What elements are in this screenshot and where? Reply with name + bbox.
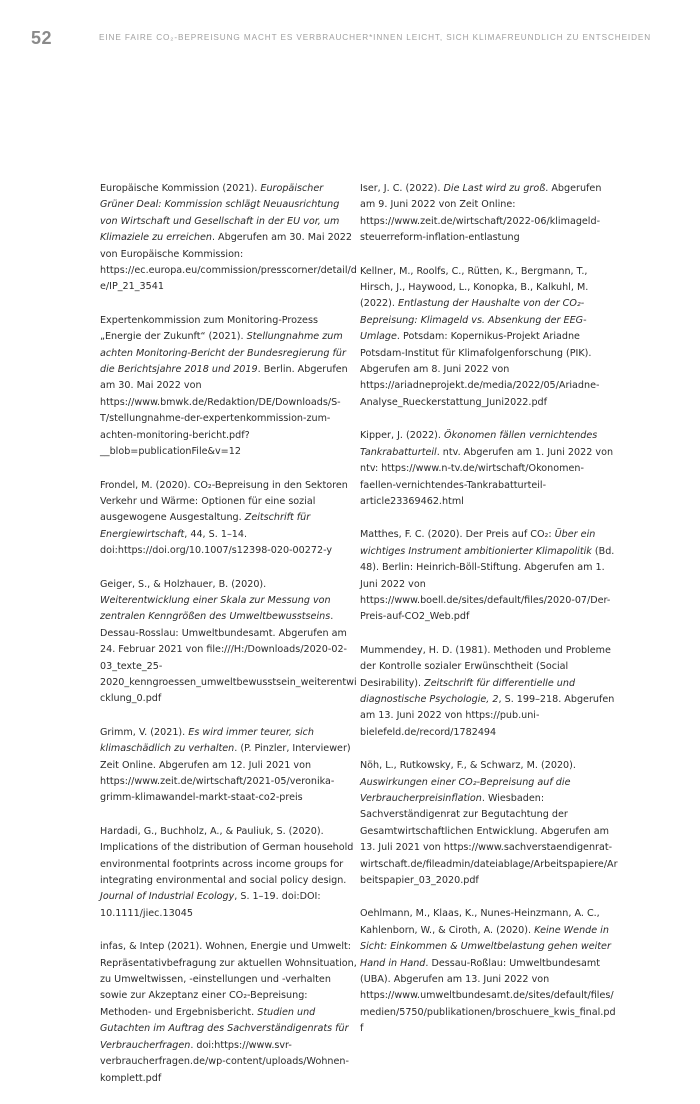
reference-title: Die Last wird zu groß xyxy=(443,183,546,194)
reference-entry xyxy=(360,428,618,510)
reference-authors: Matthes, F. C. (2020). Der Preis auf CO₂: xyxy=(360,529,555,541)
reference-details: . Dessau-Roßlau: Umweltbundesamt (UBA). Abgerufen am 13. Juni 2022 von https://www.umweltbundesamt.de/sites/default/files/medien/5750/publikationen/broschuere_kwis_final.pdf xyxy=(360,957,616,1035)
reference-authors: Grimm, V. (2021). xyxy=(100,726,189,738)
reference-authors: Europäische Kommission (2021). xyxy=(100,183,261,194)
reference-details: . Berlin. Abgerufen am 30. Mai 2022 von https://www.bmwk.de/Redaktion/DE/Downloads/S-T/stellungnahme-der-expertenkommission-zum-achten-monitoring-bericht.pdf?__blob=publicationFile&v=12 xyxy=(100,364,348,458)
reference-details: . Abgerufen am 9. Juni 2022 von Zeit Online: https://www.zeit.de/wirtschaft/2022-06/klimageld-steuerreform-inflation-entlastung xyxy=(360,183,602,244)
reference-details: (Bd. 48). Berlin: Heinrich-Böll-Stiftung. Abgerufen am 1. Juni 2022 von https://www.boell.de/sites/default/files/2020-07/Der-Preis-auf-CO2_Web.pdf xyxy=(360,545,615,623)
reference-title: Studien und Gutachten im Auftrag des Sachverständigenrats für Verbraucherfragen xyxy=(100,1006,349,1051)
page-number: 52 xyxy=(31,28,53,48)
reference-authors: Kellner, M., Roolfs, C., Rütten, K., Bergmann, T., Hirsch, J., Haywood, L., Konopka, B., Kalkuhl, M. (2022). xyxy=(360,265,589,310)
references-left-column xyxy=(100,181,358,1104)
reference-authors: Nöh, L., Rutkowsky, F., & Schwarz, M. (2020). xyxy=(360,760,576,772)
reference-title: Ökonomen fällen vernichtendes Tankrabatturteil xyxy=(360,430,598,458)
reference-details: . Wiesbaden: Sachverständigenrat zur Begutachtung der Gesamtwirtschaftlichen Entwicklung. Abgerufen am 13. Juli 2021 von https://www.sachverstaendigenrat-wirtschaft.de/fileadmin/dateiablage/Arbeitspapiere/Arbeitspapier_03_2020.pdf xyxy=(360,793,618,887)
reference-entry xyxy=(360,758,618,889)
running-header: EINE FAIRE CO₂-BEPREISUNG MACHT ES VERBRAUCHER*INNEN LEICHT, SICH KLIMAFREUNDLICH ZU ENTSCHEIDEN xyxy=(99,33,652,42)
reference-title: Es wird immer teurer, sich klimaschädlich zu verhalten xyxy=(100,726,314,755)
reference-entry xyxy=(360,906,618,1037)
reference-authors: Mummendey, H. D. (1981). Methoden und Probleme der Kontrolle sozialer Erwünschtheit (Social Desirability). xyxy=(360,644,611,689)
reference-title: Keine Wende in Sicht: Einkommen & Umweltbelastung gehen weiter Hand in Hand xyxy=(360,924,611,969)
reference-entry xyxy=(100,181,358,296)
reference-details: . Dessau-Rosslau: Umweltbundesamt. Abgerufen am 24. Februar 2021 von file:///H:/Downloads/2020-02-03_texte_25-2020_kenngroessen_umweltbewusstsein_weiterentwicklung_0.pdf xyxy=(100,611,357,705)
reference-entry xyxy=(360,181,618,247)
reference-entry xyxy=(100,577,358,708)
reference-authors: Expertenkommission zum Monitoring-Prozess „Energie der Zukunft“ (2021). xyxy=(100,314,318,343)
reference-details: , S. 1–19. doi:DOI: 10.1111/jiec.13045 xyxy=(100,891,321,919)
reference-authors: Kipper, J. (2022). xyxy=(360,430,445,442)
reference-authors: Geiger, S., & Holzhauer, B. (2020). xyxy=(100,578,267,590)
reference-title: Über ein wichtiges Instrument ambitionierter Klimapolitik xyxy=(360,529,596,557)
reference-entry xyxy=(360,643,618,741)
reference-details: . ntv. Abgerufen am 1. Juni 2022 von ntv: https://www.n-tv.de/wirtschaft/Okonomen-faellen-vernichtendes-Tankrabatturteil-article23369462.html xyxy=(360,446,614,507)
reference-details: . Abgerufen am 30. Mai 2022 von Europäische Kommission: https://ec.europa.eu/commission/presscorner/detail/de/IP_21_3541 xyxy=(100,232,357,293)
reference-authors: Frondel, M. (2020). CO₂-Bepreisung in den Sektoren Verkehr und Wärme: Optionen für eine sozial ausgewogene Ausgestaltung. xyxy=(100,479,348,524)
reference-entry xyxy=(100,478,358,560)
reference-details: , S. 199–218. Abgerufen am 13. Juni 2022 von https://pub.uni-bielefeld.de/record/1782494 xyxy=(360,693,615,738)
reference-details: , 44, S. 1–14. doi:https://doi.org/10.1007/s12398-020-00272-y xyxy=(100,528,333,557)
reference-entry xyxy=(360,264,618,412)
reference-title: Stellungnahme zum achten Monitoring-Bericht der Bundesregierung für die Berichtsjahre 2018 und 2019 xyxy=(100,331,346,376)
reference-entry xyxy=(100,725,358,807)
references-right-column xyxy=(360,181,618,1055)
reference-authors: Oehlmann, M., Klaas, K., Nunes-Heinzmann, A. C., Kahlenborn, W., & Ciroth, A. (2020). xyxy=(360,908,600,936)
reference-title: Zeitschrift für Energiewirtschaft xyxy=(100,512,311,540)
reference-title: Weiterentwicklung einer Skala zur Messung von zentralen Kenngrößen des Umweltbewusstseins xyxy=(100,594,331,623)
reference-authors: Iser, J. C. (2022). xyxy=(360,183,444,194)
reference-title: Auswirkungen einer CO₂-Bepreisung auf die Verbraucherpreisinflation xyxy=(360,776,571,804)
reference-title: Entlastung der Haushalte von der CO₂-Bepreisung: Klimageld vs. Absenkung der EEG-Umlage xyxy=(360,298,587,343)
reference-entry xyxy=(100,939,358,1087)
reference-title: Journal of Industrial Ecology xyxy=(100,891,235,903)
reference-entry xyxy=(360,527,618,625)
reference-entry xyxy=(100,313,358,461)
reference-details: . (P. Pinzler, Interviewer) Zeit Online. Abgerufen am 12. Juli 2021 von https://www.zeit.de/wirtschaft/2021-05/veronika-grimm-klimawandel-markt-staat-co2-preis xyxy=(100,743,351,804)
reference-authors: Hardadi, G., Buchholz, A., & Pauliuk, S. (2020). Implications of the distribution of German household environmental footprints across income groups for integrating environmental and social policy design. xyxy=(100,825,354,887)
reference-title: Zeitschrift für differentielle und diagnostische Psychologie, 2 xyxy=(360,677,576,705)
reference-details: . Potsdam: Kopernikus-Projekt Ariadne Potsdam-Institut für Klimafolgenforschung (PIK). Abgerufen am 8. Juni 2022 von https://ariadneprojekt.de/media/2022/05/Ariadne-Analyse_Rueckerstattung_Juni2022.pdf xyxy=(360,331,600,408)
reference-title: Europäischer Grüner Deal: Kommission schlägt Neuausrichtung von Wirtschaft und Gesellschaft in der EU vor, um Klimaziele zu erreichen xyxy=(100,183,340,244)
reference-entry xyxy=(100,824,358,922)
reference-authors: infas, & Intep (2021). Wohnen, Energie und Umwelt: Repräsentativbefragung zur aktuellen Wohnsituation, zu Umweltwissen, -einstellungen und -verhalten sowie zur Akzeptanz einer CO₂-Bepreisung: Methoden- und Ergebnisbericht. xyxy=(100,941,357,1018)
reference-details: . doi:https://www.svr-verbraucherfragen.de/wp-content/uploads/Wohnen-komplett.pdf xyxy=(100,1039,349,1084)
